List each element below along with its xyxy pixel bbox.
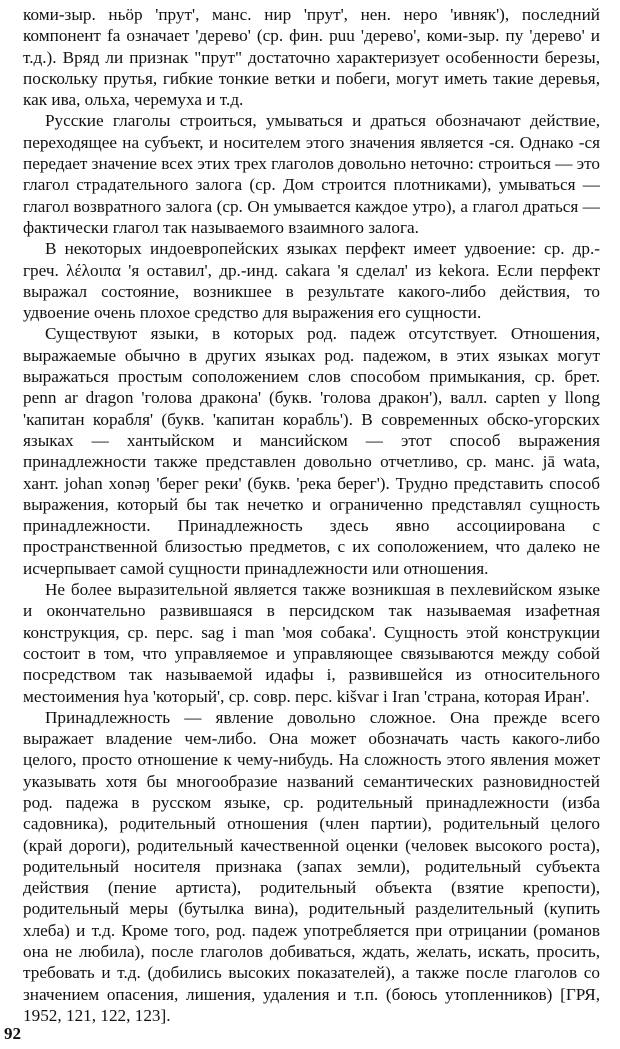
paragraph-6: Принадлежность — явление довольно сложное. Она прежде всего выражает владение чем-либо. Она может обозначать часть какого-либо целого, просто отношение к чему-нибудь. На сложность этого явления может указывать хотя бы многообразие названий семантических разновидностей род. падежа в русском языке, ср. родительный принадлежности (изба садовника), родительный отношения (член партии), родительный целого (край дороги), родительный качественной оценки (человек высокого роста), родительный носителя признака (запах земли), родительный субъекта действия (пение артиста), родительный объекта (взятие крепости), родительный меры (бутылка вина), родительный разделительный (купить хлеба) и т.д. Кроме того, род. падеж употребляется при отрицании (романов она не любила), после глаголов добиваться, ждать, желать, искать, просить, требовать и т.д. (добились высоких показателей), а также после глаголов со значением опасения, лишения, удаления и т.п. (боюсь утопленников) [ГРЯ, 1952, 121, 122, 123]. [23, 707, 600, 1025]
paragraph-3: В некоторых индоевропейских языках перфект имеет удвоение: ср. др.-греч. λέλοιπα 'я оставил', др.-инд. cakara 'я сделал' из kekora. Если перфект выражал состояние, возникшее в результате какого-либо действия, то удвоение очень плохое средство для выражения его сущности. [23, 239, 600, 323]
paragraph-5: Не более выразительной является также возникшая в пехлевийском языке и окончательно развившаяся в персидском так называемая изафетная конструкция, ср. перс. sag i man 'моя собака'. Сущность этой конструкции состоит в том, что управляемое и управляющее связываются между собой посредством так называемой идафы i, развившейся из относительного местоимения hya 'который', ср. совр. перс. kišvar i Iran 'страна, которая Иран'. [23, 580, 600, 706]
paragraph-2: Русские глаголы строиться, умываться и драться обозначают действие, переходящее на субъект, и носителем этого значения является -ся. Однако -ся передает значение всех этих трех глаголов довольно неточно: строиться — это глагол страдательного залога (ср. Дом строится плотниками), умываться — глагол возвратного залога (ср. Он умывается каждое утро), а глагол драться — фактически глагол так называемого взаимного залога. [23, 111, 600, 237]
page-number: 92 [4, 1024, 21, 1043]
paragraph-4: Существуют языки, в которых род. падеж отсутствует. Отношения, выражаемые обычно в других языках род. падежом, в этих языках могут выражаться простым соположением слов способом примыкания, ср. брет. penn ar dragon 'голова дракона' (букв. 'голова дракон'), валл. capten y llong 'капитан корабля' (букв. 'капитан корабль'). В современных обско-угорских языках — хантыйском и мансийском — этот способ выражения принадлежности также представлен довольно отчетливо, ср. манс. jā wata, хант. johan xonəŋ 'берег реки' (букв. 'река берег'). Трудно представить способ выражения, который бы так нечетко и ограниченно представлял сущность принадлежности. Принадлежность здесь явно ассоциирована с пространственной близостью предметов, с их соположением, что далеко не исчерпывает самой сущности принадлежности или отношения. [23, 324, 600, 578]
paragraph-1: коми-зыр. ньӧр 'прут', манс. нир 'прут', нен. неро 'ивняк'), последний компонент fa означает 'дерево' (ср. фин. puu 'дерево', коми-зыр. пу 'дерево' и т.д.). Вряд ли признак "прут" достаточно характеризует особенности березы, поскольку прутья, гибкие тонкие ветки и побеги, могут иметь такие деревья, как ива, ольха, черемуха и т.д. [23, 5, 600, 110]
